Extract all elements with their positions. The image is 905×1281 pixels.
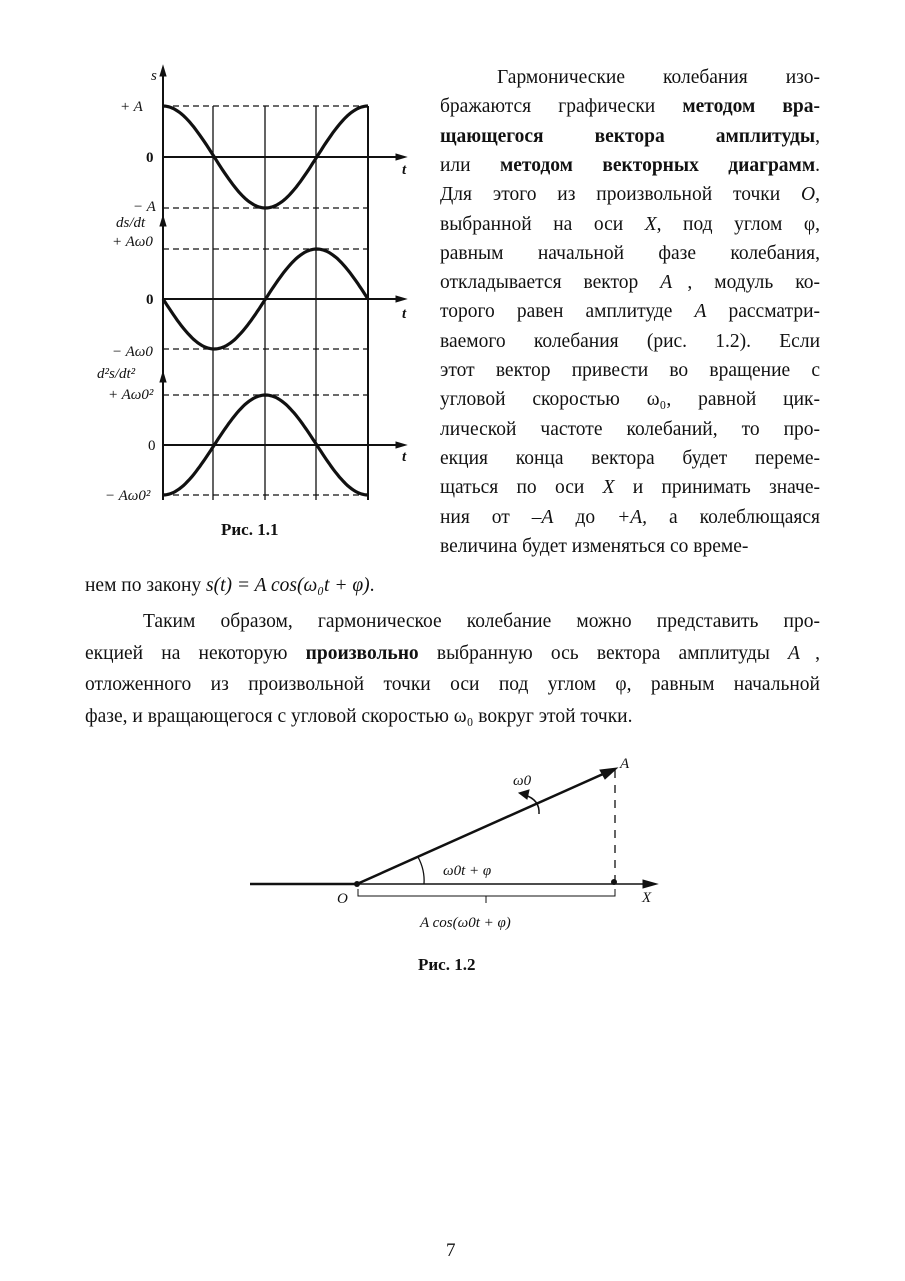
text-segment: отложенного из произвольной точки оси под углом φ, равным начальной bbox=[85, 674, 820, 696]
y-axis-arrow-icon bbox=[160, 216, 166, 226]
figure-1-2 bbox=[0, 740, 905, 960]
plot3-t-label: t bbox=[402, 449, 407, 465]
text-segment: методом вра- bbox=[682, 96, 820, 118]
text-segment: выбранной на оси bbox=[440, 213, 645, 235]
vector-label: A⃗ bbox=[620, 756, 641, 772]
text-segment: или bbox=[440, 154, 500, 176]
text-segment: . bbox=[369, 575, 375, 596]
plot1-t-label: t bbox=[402, 162, 407, 178]
text-segment: щающегося вектора амплитуды bbox=[440, 125, 816, 147]
text-segment: торого равен амплитуде bbox=[440, 301, 695, 323]
text-line bbox=[440, 359, 820, 383]
text-segment: s(t) = A cos(ω₀t + φ) bbox=[206, 575, 370, 596]
plot2-zero-label: 0 bbox=[146, 292, 154, 308]
text-segment: лической частоте колебаний, то про- bbox=[440, 418, 820, 440]
text-segment: бражаются графически bbox=[440, 96, 683, 118]
text-segment: , bbox=[815, 642, 821, 664]
figure-1-2-caption: Рис. 1.2 bbox=[418, 955, 476, 974]
text-segment: , bbox=[815, 184, 820, 206]
text-line bbox=[85, 705, 820, 729]
text-line bbox=[440, 125, 820, 149]
text-line bbox=[440, 271, 820, 295]
t-axis-arrow-icon bbox=[396, 442, 406, 448]
figure-1-1-caption: Рис. 1.1 bbox=[221, 520, 279, 539]
plot1-ylabel: s bbox=[151, 68, 157, 84]
text-segment: откладывается вектор bbox=[440, 272, 661, 294]
text-segment: ваемого колебания (рис. 1.2). Если bbox=[440, 330, 820, 352]
angle-arc bbox=[418, 857, 424, 884]
text-line bbox=[85, 642, 820, 666]
text-segment: методом векторных диаграмм bbox=[499, 154, 816, 176]
text-segment: до bbox=[553, 506, 618, 528]
text-segment: . bbox=[815, 154, 820, 176]
text-segment: равным начальной фазе колебания, bbox=[440, 242, 820, 264]
text-segment: , модуль ко- bbox=[687, 272, 820, 294]
text-segment: , под углом φ, bbox=[656, 213, 820, 235]
text-segment: A bbox=[694, 301, 707, 323]
text-line bbox=[440, 95, 820, 119]
text-line bbox=[440, 447, 820, 471]
text-line bbox=[440, 154, 820, 178]
page-number: 7 bbox=[446, 1240, 456, 1261]
text-line bbox=[440, 183, 820, 207]
text-line bbox=[85, 574, 375, 598]
text-line bbox=[440, 506, 820, 530]
text-segment: Гармонические колебания изо- bbox=[497, 67, 820, 88]
text-segment: а колеблющаяся bbox=[647, 506, 820, 528]
text-line bbox=[440, 476, 820, 500]
text-segment: Таким образом, гармоническое колебание можно представить про- bbox=[143, 611, 820, 632]
text-segment: A⃗ bbox=[788, 642, 816, 664]
text-line bbox=[440, 388, 820, 412]
text-segment: O bbox=[801, 184, 816, 206]
text-line bbox=[440, 242, 820, 266]
plot2-ylabel: ds/dt bbox=[116, 215, 146, 231]
origin-label: O bbox=[337, 891, 348, 907]
axis-label: X bbox=[642, 890, 652, 906]
projection-label: A cos(ω0t + φ) bbox=[420, 915, 511, 931]
plot1-bottom-label: − A bbox=[133, 199, 156, 215]
text-segment: угловой скоростью ω₀, равной цик- bbox=[440, 389, 820, 411]
plot3-top-label: + Aω0² bbox=[108, 387, 154, 403]
text-segment: выбранную ось вектора амплитуды bbox=[418, 642, 789, 664]
text-line bbox=[440, 535, 820, 559]
text-line bbox=[440, 330, 820, 354]
text-segment: этот вектор привести во вращение с bbox=[440, 360, 820, 381]
plot2-t-label: t bbox=[402, 306, 407, 322]
text-segment: екцией на некоторую bbox=[85, 642, 306, 664]
y-axis-arrow-icon bbox=[160, 66, 166, 76]
plot3-bottom-label: − Aω0² bbox=[105, 488, 151, 504]
text-segment: X bbox=[602, 477, 615, 499]
plot2-bottom-label: − Aω0 bbox=[112, 344, 153, 360]
plot3-zero-label: 0 bbox=[148, 438, 156, 454]
text-segment: произвольно bbox=[305, 642, 419, 664]
text-segment: фазе, и вращающегося с угловой скоростью ω₀ вокруг этой точки. bbox=[85, 706, 633, 728]
omega-label: ω0 bbox=[513, 773, 532, 789]
text-line bbox=[497, 66, 820, 90]
text-segment: екция конца вектора будет переме- bbox=[440, 447, 820, 469]
text-segment: +A, bbox=[617, 506, 648, 528]
text-line bbox=[85, 673, 820, 697]
text-segment: и принимать значе- bbox=[614, 477, 820, 499]
text-segment: X bbox=[644, 213, 657, 235]
plot3-ylabel: d²s/dt² bbox=[97, 366, 136, 382]
t-axis-arrow-icon bbox=[396, 296, 406, 302]
angle-label: ω0t + φ bbox=[443, 863, 492, 879]
text-segment: , bbox=[815, 125, 820, 147]
y-axis-arrow-icon bbox=[160, 372, 166, 382]
plot2-top-label: + Aω0 bbox=[112, 234, 153, 250]
text-segment: A⃗ bbox=[660, 272, 688, 294]
text-segment: –A bbox=[531, 506, 554, 528]
plot1-zero-label: 0 bbox=[146, 150, 154, 166]
text-segment: ния от bbox=[440, 506, 532, 528]
text-line bbox=[143, 610, 820, 634]
text-line bbox=[440, 418, 820, 442]
text-segment: рассматри- bbox=[706, 301, 821, 323]
text-line bbox=[440, 213, 820, 237]
text-line bbox=[440, 300, 820, 324]
x-axis-arrow-icon bbox=[643, 880, 657, 888]
text-segment: величина будет изменяться со време- bbox=[440, 535, 749, 557]
t-axis-arrow-icon bbox=[396, 154, 406, 160]
text-segment: щаться по оси bbox=[440, 477, 603, 499]
plot1-top-label: + A bbox=[120, 99, 143, 115]
projection-brace bbox=[358, 889, 615, 903]
text-segment: нем по закону bbox=[85, 575, 207, 596]
text-segment: Для этого из произвольной точки bbox=[440, 184, 802, 206]
